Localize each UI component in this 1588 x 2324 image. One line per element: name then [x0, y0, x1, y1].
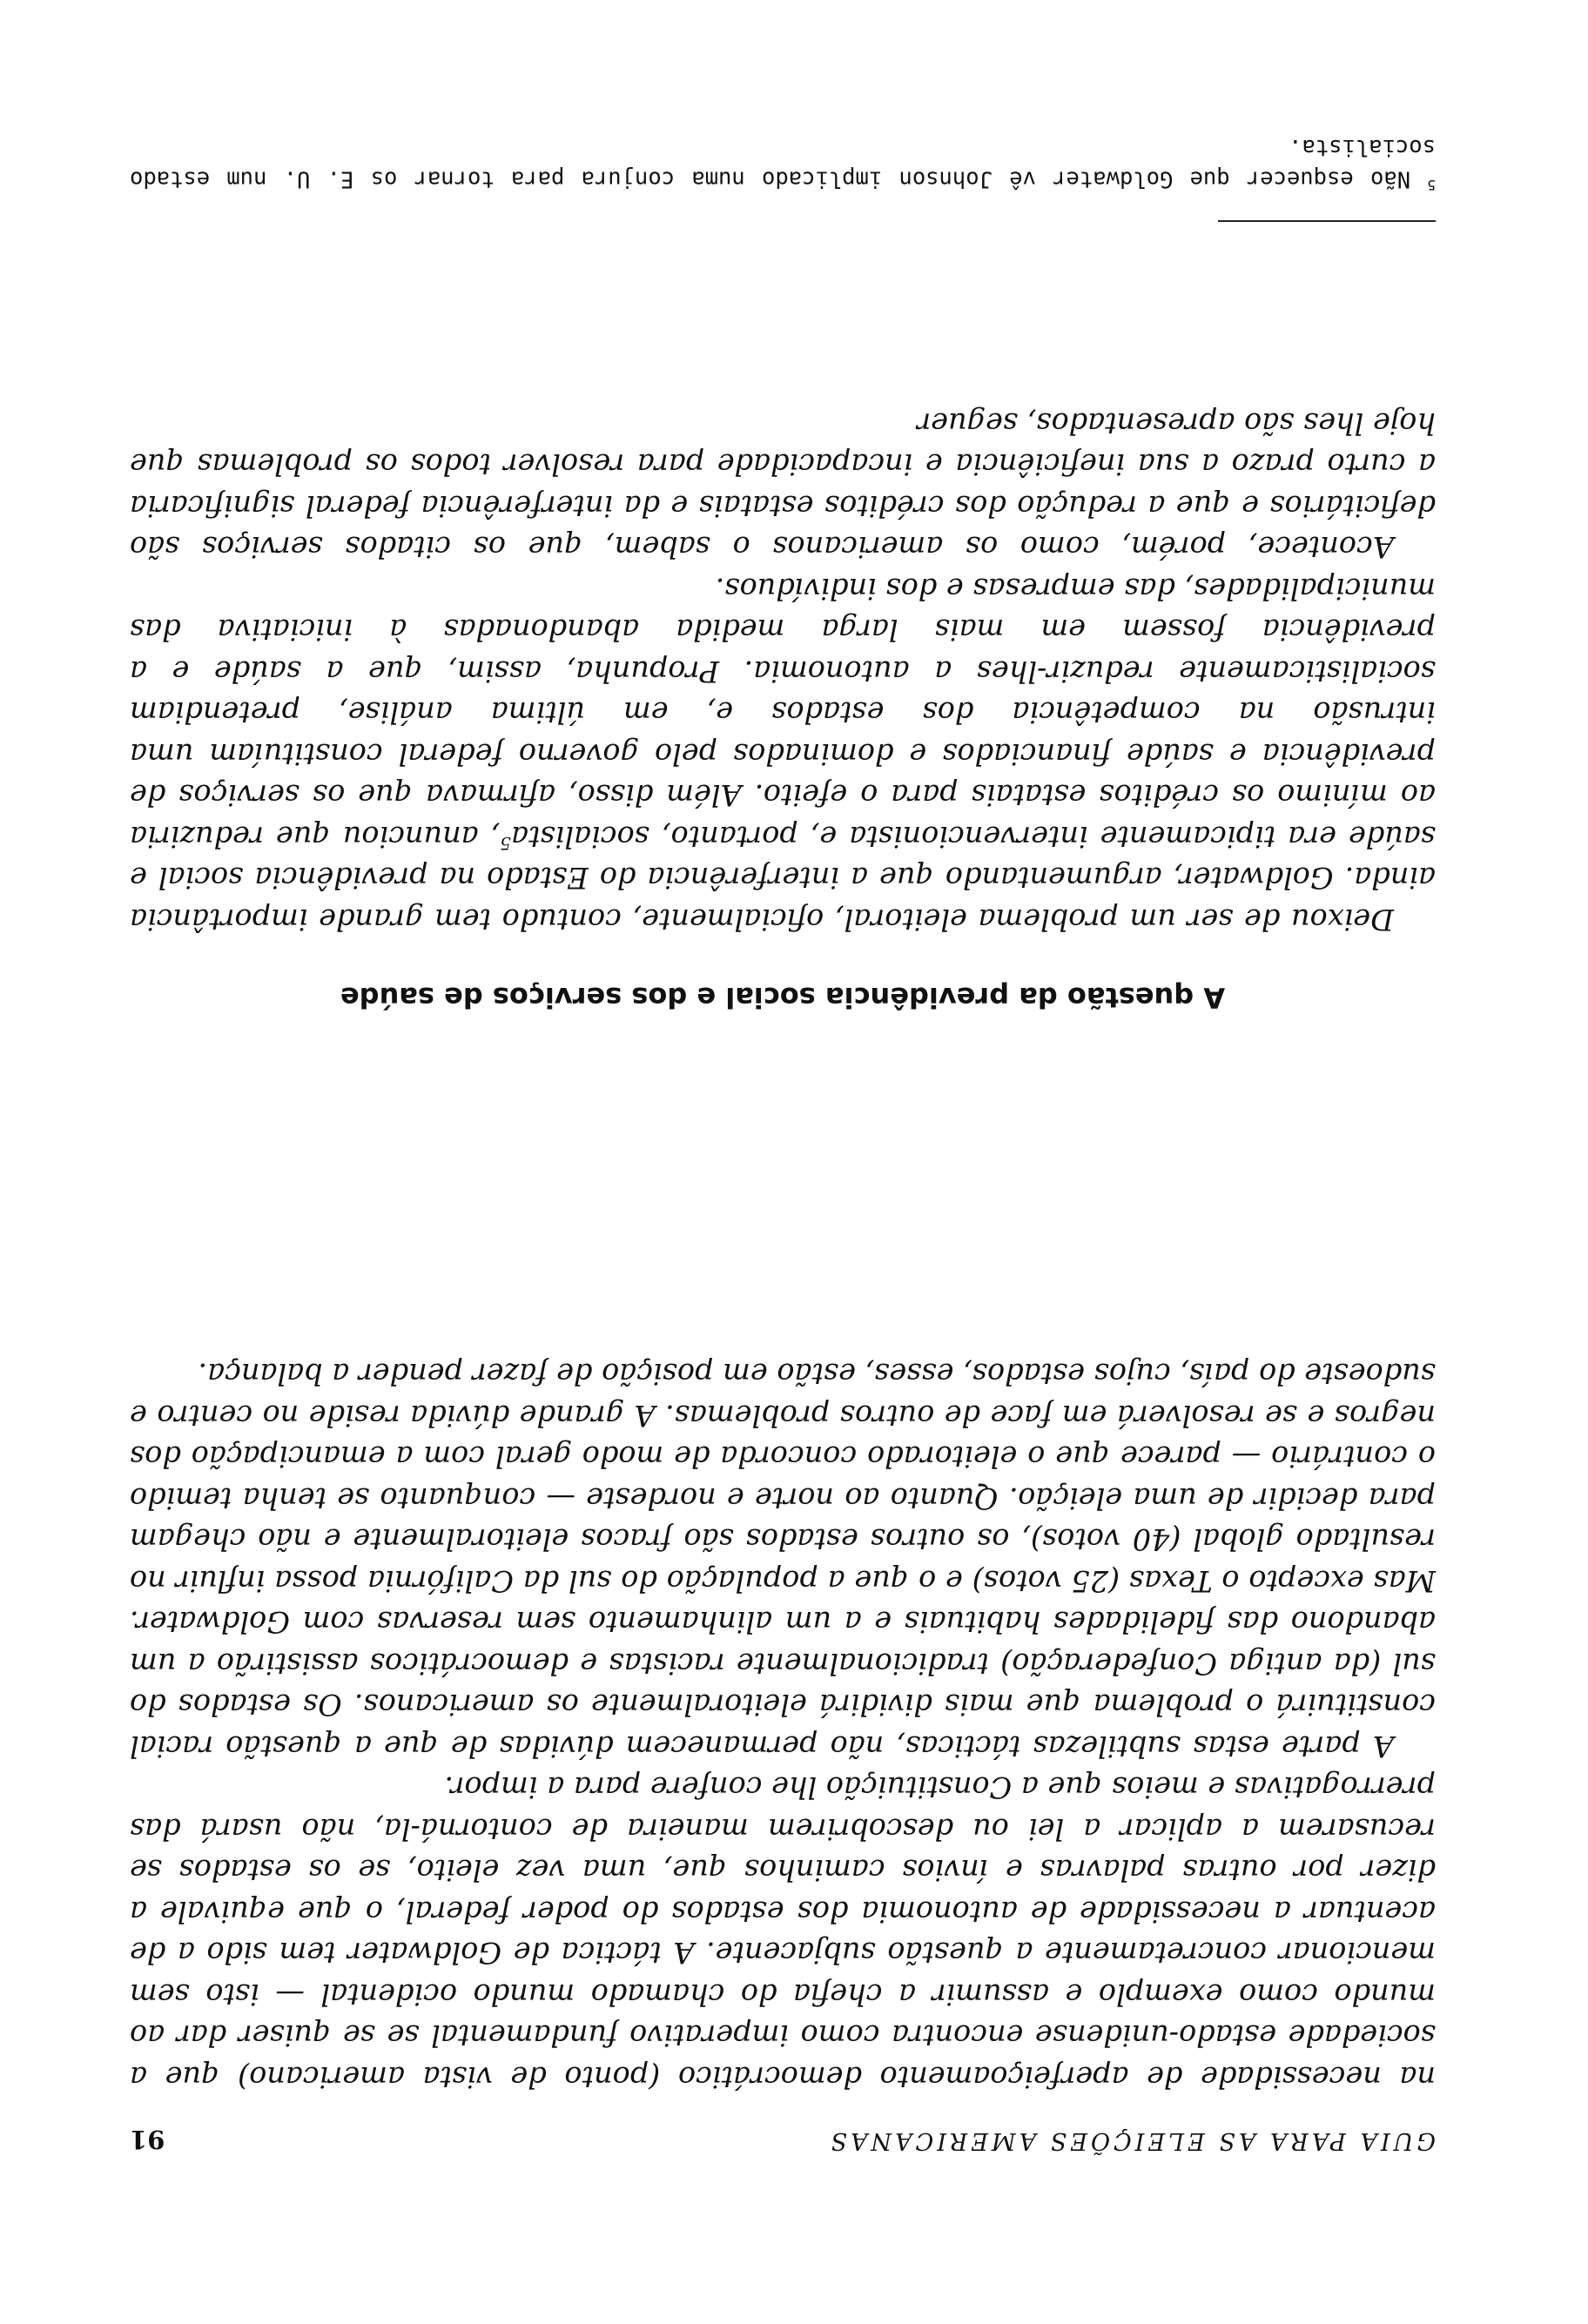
footnote-text: Não esquecer que Goldwater vê Johnson implicado numa conjura para tornar os E. U. num estado socialista.: [130, 134, 1436, 192]
page-header: [130, 2119, 1436, 2154]
running-head: GUIA PARA AS ELEIÇÕES AMERICANAS: [827, 2127, 1436, 2154]
paragraph-4: Acontece, porém, como os americanos o sabem, que os citados serviços são deficitários e que a redução dos créditos estatais e da interferência federal significaria a curto prazo a sua ineficiência e incapacidade para resolver todos os problemas que hoje lhes são apresentados, seguer: [130, 406, 1436, 565]
body-text-lower: [130, 403, 1436, 941]
footnote-mark: 5: [1427, 177, 1436, 193]
paragraph-1: na necessidade de aperfeiçoamento democrático (ponto de vista americano) que a sociedade estado-unidense encontra como imperativo fundamental se se quiser dar ao mundo como exemplo e assumir a chefia do chamado mundo ocidental — isto sem mencionar concretamente a questão subjacente. A táctica de Goldwater tem sido a de acentuar a necessidade de autonomia dos estados do poder federal, o que equivale a dizer por outras palavras e ínvios caminhos que, uma vez eleito, se os estados se recusarem a aplicar a lei ou descobrirem maneira de contorná-la, não usará das prerrogativas e meios que a Constituição lhe confere para a impor.: [130, 1770, 1436, 2094]
footnote-reference: 5: [500, 833, 512, 855]
page-number: 91: [130, 2125, 165, 2154]
section-title: A questão da previdência social e dos serviços de saúde: [340, 981, 1226, 1014]
paragraph-3-end: , anunciou que reduziria ao mínimo os créditos estatais para o efeito. Além disso, afirmava que os serviços de previdência e saúde financiados e dominados pelo governo federal constituíam uma intrusão na competência dos estados e, em última análise, pretendiam socialisticamente reduzir-lhes a autonomia. Propunha, assim, que a saúde e a previdência fossem em mais larga medida abandonadas à iniciativa das municipalidades, das empresas e dos indivíduos.: [130, 572, 1436, 854]
body-text-upper: [130, 1353, 1436, 2098]
footnote-divider: [1218, 220, 1436, 222]
paragraph-2: A parte estas subtilezas tácticas, não permanecem dúvidas de que a questão racial constituirá o problema que mais dividirá eleitoralmente os americanos. Os estados do sul (da antiga Confederação) tradicionalmente racistas e democráticos assistirão a um abandono das fidelidades habituais e a um alinhamento sem reservas com Goldwater. Mas excepto o Texas (25 votos) e o que a população do sul da Califórnia possa influir no resultado global (40 votos), os outros estados são fracos eleitoralmente e não chegam para decidir de uma eleição. Quanto ao norte e nordeste — conquanto se tenha temido o contrário — parece que o eleitorado concorda de modo geral com a emancipação dos negros e se resolverá em face de outros problemas. A grande dúvida reside no centro e sudoeste do país, cujos estados, esses, estão em posição de fazer pender a balança.: [130, 1357, 1436, 1763]
paragraph-3-start: Deixou de ser um problema eleitoral, oficialmente, contudo tem grande importância ainda. Goldwater, argumentando que a interferência do Estado na previdência social e saúde era tipicamente intervencionista e, portanto, socialista: [130, 820, 1436, 937]
footnote: [130, 132, 1436, 201]
paragraph-3: [130, 568, 1436, 941]
